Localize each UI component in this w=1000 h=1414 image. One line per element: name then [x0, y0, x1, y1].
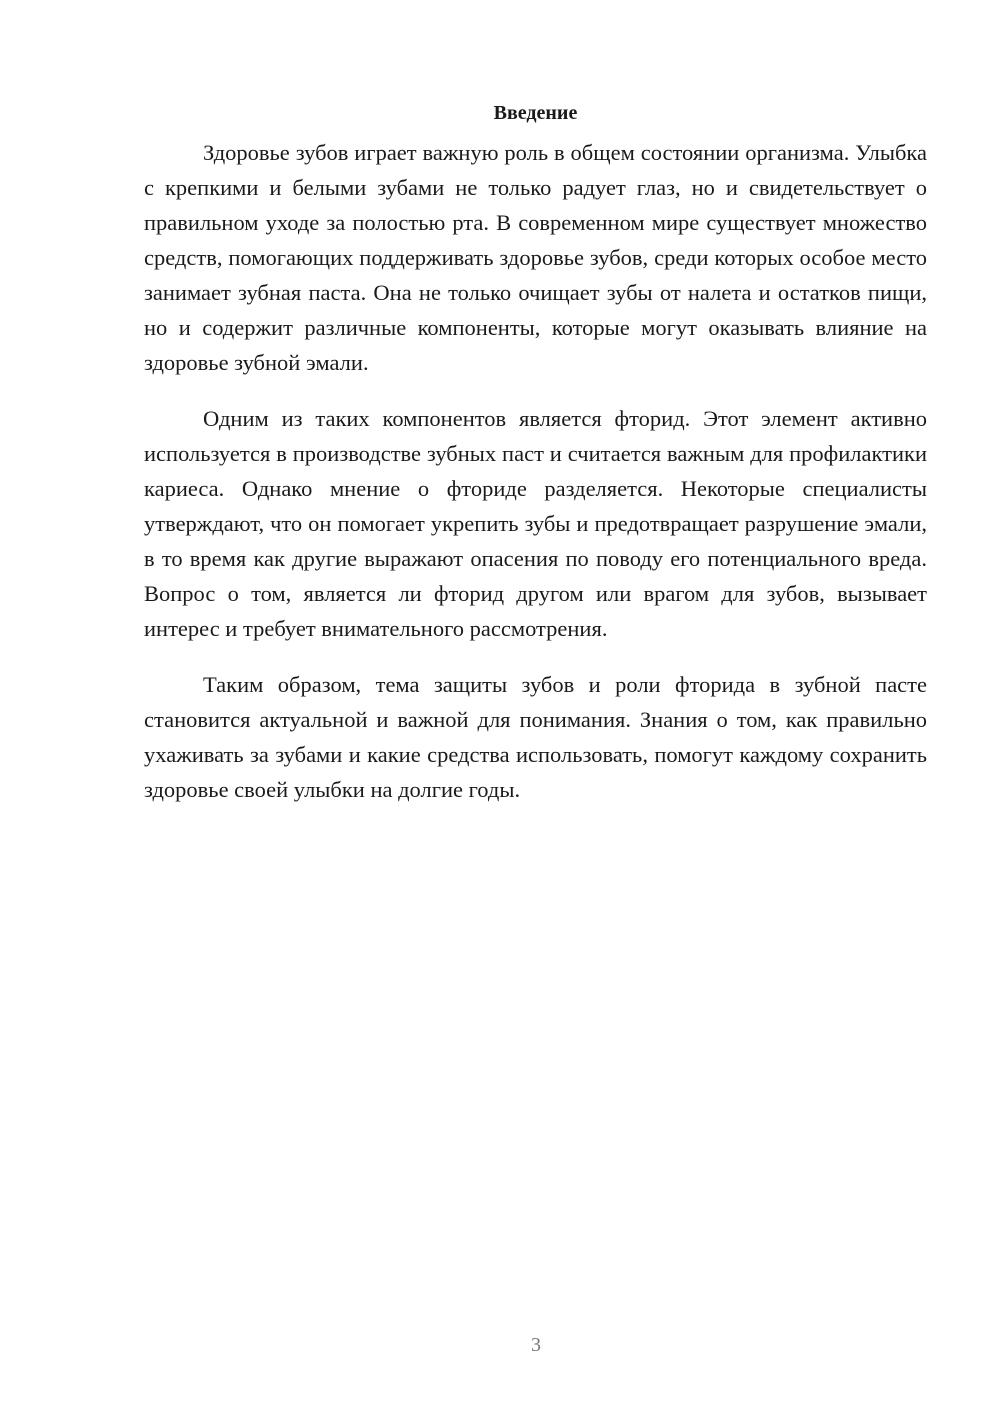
section-title: Введение	[493, 102, 578, 124]
document-body	[144, 96, 927, 828]
paragraph-1: Здоровье зубов играет важную роль в общем состоянии организма. Улыбка с крепкими и белыми зубами не только радует глаз, но и свидетельствует о правильном уходе за полостью рта. В современном мире существует множество средств, помогающих поддерживать здоровье зубов, среди которых особое место занимает зубная паста. Она не только очищает зубы от налета и остатков пищи, но и содержит различные компоненты, которые могут оказывать влияние на здоровье зубной эмали.	[144, 140, 927, 375]
page-number: 3	[531, 1334, 541, 1356]
paragraph-2: Одним из таких компонентов является фторид. Этот элемент активно используется в производстве зубных паст и считается важным для профилактики кариеса. Однако мнение о фториде разделяется. Некоторые специалисты утверждают, что он помогает укрепить зубы и предотвращает разрушение эмали, в то время как другие выражают опасения по поводу его потенциального вреда. Вопрос о том, является ли фторид другом или врагом для зубов, вызывает интерес и требует внимательного рассмотрения.	[144, 406, 927, 641]
paragraph-3: Таким образом, тема защиты зубов и роли фторида в зубной пасте становится актуальной и важной для понимания. Знания о том, как правильно ухаживать за зубами и какие средства использовать, помогут каждому сохранить здоровье своей улыбки на долгие годы.	[144, 672, 927, 802]
